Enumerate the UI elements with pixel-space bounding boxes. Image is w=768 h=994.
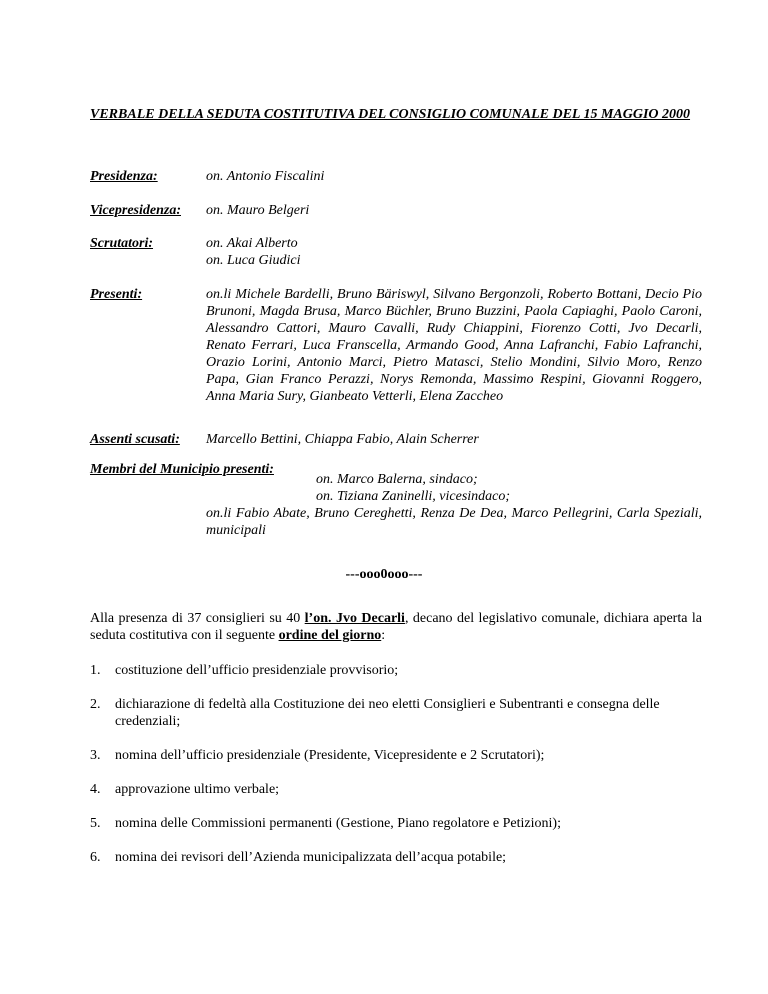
- agenda-item-text: nomina dell’ufficio presidenziale (Presidente, Vicepresidente e 2 Scrutatori);: [115, 748, 545, 763]
- presidenza-value: on. Antonio Fiscalini: [206, 169, 325, 184]
- intro-part3: :: [381, 628, 386, 643]
- agenda-item-text: costituzione dell’ufficio presidenziale provvisorio;: [115, 663, 399, 678]
- assenti-value: Marcello Bettini, Chiappa Fabio, Alain Scherrer: [206, 432, 479, 447]
- intro-ordine-del-giorno: ordine del giorno: [278, 628, 382, 643]
- agenda-item-number: 6.: [90, 850, 101, 865]
- separator: ---ooo0ooo---: [345, 567, 423, 582]
- intro-part2: , decano del legislativo comunale, dichiara aperta la seduta costitutiva con il seguente: [90, 611, 702, 643]
- intro-paragraph: [90, 610, 702, 644]
- agenda-item-text: nomina dei revisori dell’Azienda municipalizzata dell’acqua potabile;: [115, 850, 507, 865]
- agenda-item-number: 4.: [90, 782, 101, 797]
- scrutatori-value: [206, 235, 702, 269]
- membri-label: Membri del Municipio presenti:: [90, 462, 274, 477]
- vicepresidenza-label: Vicepresidenza:: [90, 203, 181, 218]
- agenda-item-number: 1.: [90, 663, 101, 678]
- document-title: VERBALE DELLA SEDUTA COSTITUTIVA DEL CONSIGLIO COMUNALE DEL 15 MAGGIO 2000: [90, 107, 691, 122]
- agenda-item-number: 5.: [90, 816, 101, 831]
- scrutatore-1: on. Akai Alberto: [206, 236, 298, 251]
- agenda-item-text: approvazione ultimo verbale;: [115, 782, 280, 797]
- assenti-label: Assenti scusati:: [90, 432, 180, 447]
- presenti-label: Presenti:: [90, 287, 143, 302]
- agenda-item-text: nomina delle Commissioni permanenti (Gestione, Piano regolatore e Petizioni);: [115, 816, 561, 831]
- membri-sindaco: on. Marco Balerna, sindaco;: [316, 472, 478, 487]
- presenti-value: on.li Michele Bardelli, Bruno Bäriswyl, Silvano Bergonzoli, Roberto Bottani, Decio Pio Brunoni, Magda Brusa, Marco Büchler, Bruno Buzzini, Paola Capiaghi, Paolo Caroni, Alessandro Cattori, Mauro Cavalli, Rudy Chiappini, Fiorenzo Cotti, Jvo Decarli, Renato Ferrari, Luca Franscella, Armando Good, Anna Lafranchi, Fabio Lafranchi, Orazio Lorini, Antonio Marci, Pietro Matasci, Stelio Mondini, Silvio Moro, Renzo Papa, Gian Franco Perazzi, Norys Remonda, Massimo Respini, Giovanni Roggero, Anna Maria Sury, Gianbeato Vetterli, Elena Zaccheo: [206, 287, 702, 404]
- scrutatore-2: on. Luca Giudici: [206, 253, 301, 268]
- intro-part1: Alla presenza di 37 consiglieri su 40: [90, 611, 305, 626]
- presidenza-label: Presidenza:: [90, 169, 158, 184]
- agenda-item-number: 2.: [90, 697, 101, 712]
- membri-vicesindaco: on. Tiziana Zaninelli, vicesindaco;: [316, 489, 511, 504]
- agenda-item-number: 3.: [90, 748, 101, 763]
- agenda-item-text: dichiarazione di fedeltà alla Costituzione dei neo eletti Consiglieri e Subentranti e consegna delle credenziali;: [115, 697, 660, 729]
- vicepresidenza-value: on. Mauro Belgeri: [206, 203, 310, 218]
- membri-municipali: on.li Fabio Abate, Bruno Cereghetti, Renza De Dea, Marco Pellegrini, Carla Speziali, municipali: [206, 506, 702, 538]
- intro-decano: l’on. Jvo Decarli: [304, 611, 405, 626]
- scrutatori-label: Scrutatori:: [90, 236, 154, 251]
